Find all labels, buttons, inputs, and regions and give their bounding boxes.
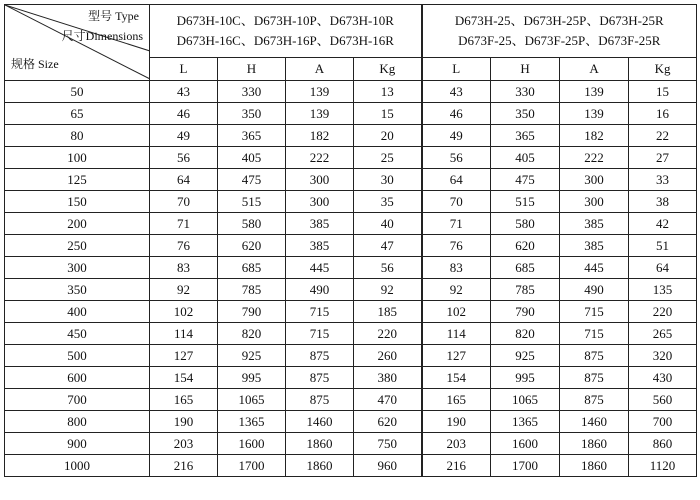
value-cell: 216 [422,455,491,477]
value-cell: 102 [422,301,491,323]
value-cell: 875 [560,367,629,389]
value-cell: 154 [422,367,491,389]
value-cell: 139 [560,103,629,125]
size-cell: 150 [5,191,150,213]
value-cell: 49 [422,125,491,147]
value-cell: 92 [150,279,218,301]
value-cell: 265 [629,323,697,345]
size-cell: 700 [5,389,150,411]
value-cell: 700 [629,411,697,433]
value-cell: 1600 [218,433,286,455]
value-cell: 995 [218,367,286,389]
value-cell: 203 [150,433,218,455]
table-row [5,323,697,345]
value-cell: 1860 [560,433,629,455]
value-cell: 580 [218,213,286,235]
value-cell: 790 [491,301,560,323]
table-row [5,367,697,389]
value-cell: 490 [286,279,354,301]
size-label: 规格 Size [11,57,59,71]
value-cell: 203 [422,433,491,455]
size-cell: 500 [5,345,150,367]
value-cell: 1860 [286,433,354,455]
size-cell: 450 [5,323,150,345]
column-header-a: A [560,58,629,81]
column-header-kg: Kg [354,58,422,81]
table-row [5,125,697,147]
size-cell: 900 [5,433,150,455]
value-cell: 220 [354,323,422,345]
value-cell: 350 [218,103,286,125]
value-cell: 27 [629,147,697,169]
value-cell: 875 [560,345,629,367]
table-row [5,279,697,301]
value-cell: 515 [491,191,560,213]
model-group-1-line1: D673H-10C、D673H-10P、D673H-10R [176,13,394,28]
value-cell: 190 [150,411,218,433]
value-cell: 320 [629,345,697,367]
value-cell: 470 [354,389,422,411]
value-cell: 222 [286,147,354,169]
table-row [5,147,697,169]
value-cell: 22 [629,125,697,147]
value-cell: 25 [354,147,422,169]
value-cell: 165 [422,389,491,411]
table-row [5,301,697,323]
value-cell: 114 [150,323,218,345]
value-cell: 1860 [560,455,629,477]
value-cell: 139 [286,103,354,125]
type-label: 型号 Type [88,9,139,23]
value-cell: 127 [422,345,491,367]
value-cell: 15 [629,81,697,103]
table-row [5,213,697,235]
value-cell: 820 [218,323,286,345]
value-cell: 560 [629,389,697,411]
value-cell: 580 [491,213,560,235]
value-cell: 750 [354,433,422,455]
value-cell: 515 [218,191,286,213]
value-cell: 445 [560,257,629,279]
value-cell: 40 [354,213,422,235]
value-cell: 43 [150,81,218,103]
value-cell: 860 [629,433,697,455]
value-cell: 380 [354,367,422,389]
table-row [5,433,697,455]
value-cell: 475 [218,169,286,191]
value-cell: 71 [422,213,491,235]
table-row [5,257,697,279]
value-cell: 49 [150,125,218,147]
value-cell: 64 [629,257,697,279]
value-cell: 490 [560,279,629,301]
value-cell: 220 [629,301,697,323]
model-group-1-header [150,5,422,58]
value-cell: 185 [354,301,422,323]
corner-header-cell [5,5,150,81]
value-cell: 182 [560,125,629,147]
value-cell: 365 [218,125,286,147]
dimensions-label: 尺寸Dimensions [61,29,143,43]
value-cell: 330 [491,81,560,103]
value-cell: 715 [286,323,354,345]
column-header-l: L [422,58,491,81]
value-cell: 1120 [629,455,697,477]
table-row [5,103,697,125]
size-cell: 200 [5,213,150,235]
value-cell: 300 [560,169,629,191]
value-cell: 715 [560,301,629,323]
value-cell: 995 [491,367,560,389]
value-cell: 71 [150,213,218,235]
value-cell: 1460 [286,411,354,433]
value-cell: 385 [560,235,629,257]
table-row [5,191,697,213]
size-cell: 400 [5,301,150,323]
size-cell: 350 [5,279,150,301]
value-cell: 64 [150,169,218,191]
value-cell: 300 [286,169,354,191]
value-cell: 875 [560,389,629,411]
value-cell: 620 [354,411,422,433]
dimensions-table [4,4,697,477]
value-cell: 135 [629,279,697,301]
size-cell: 100 [5,147,150,169]
table-row [5,345,697,367]
value-cell: 620 [491,235,560,257]
value-cell: 35 [354,191,422,213]
model-group-1-line2: D673H-16C、D673H-16P、D673H-16R [176,33,394,48]
value-cell: 925 [491,345,560,367]
spec-table-container [4,4,696,477]
value-cell: 154 [150,367,218,389]
table-row [5,235,697,257]
table-row [5,81,697,103]
value-cell: 92 [354,279,422,301]
size-cell: 80 [5,125,150,147]
value-cell: 20 [354,125,422,147]
value-cell: 47 [354,235,422,257]
table-row [5,389,697,411]
size-cell: 125 [5,169,150,191]
value-cell: 42 [629,213,697,235]
value-cell: 38 [629,191,697,213]
value-cell: 15 [354,103,422,125]
value-cell: 46 [150,103,218,125]
table-row [5,411,697,433]
value-cell: 139 [286,81,354,103]
size-cell: 300 [5,257,150,279]
value-cell: 1365 [491,411,560,433]
model-group-2-line2: D673F-25、D673F-25P、D673F-25R [458,33,661,48]
size-cell: 50 [5,81,150,103]
value-cell: 1365 [218,411,286,433]
value-cell: 127 [150,345,218,367]
value-cell: 182 [286,125,354,147]
value-cell: 30 [354,169,422,191]
value-cell: 165 [150,389,218,411]
value-cell: 445 [286,257,354,279]
value-cell: 300 [286,191,354,213]
value-cell: 875 [286,345,354,367]
size-cell: 600 [5,367,150,389]
model-group-2-header [422,5,697,58]
value-cell: 430 [629,367,697,389]
value-cell: 70 [150,191,218,213]
value-cell: 64 [422,169,491,191]
value-cell: 260 [354,345,422,367]
value-cell: 785 [218,279,286,301]
value-cell: 56 [422,147,491,169]
value-cell: 92 [422,279,491,301]
value-cell: 925 [218,345,286,367]
value-cell: 43 [422,81,491,103]
value-cell: 300 [560,191,629,213]
value-cell: 102 [150,301,218,323]
value-cell: 820 [491,323,560,345]
value-cell: 330 [218,81,286,103]
value-cell: 1860 [286,455,354,477]
value-cell: 1700 [491,455,560,477]
value-cell: 1065 [491,389,560,411]
value-cell: 51 [629,235,697,257]
value-cell: 114 [422,323,491,345]
value-cell: 620 [218,235,286,257]
value-cell: 385 [286,235,354,257]
value-cell: 385 [560,213,629,235]
column-header-h: H [491,58,560,81]
value-cell: 385 [286,213,354,235]
value-cell: 405 [491,147,560,169]
value-cell: 1700 [218,455,286,477]
value-cell: 70 [422,191,491,213]
value-cell: 960 [354,455,422,477]
value-cell: 56 [354,257,422,279]
size-cell: 250 [5,235,150,257]
table-row [5,169,697,191]
value-cell: 1600 [491,433,560,455]
column-header-h: H [218,58,286,81]
value-cell: 715 [286,301,354,323]
value-cell: 16 [629,103,697,125]
value-cell: 875 [286,367,354,389]
value-cell: 875 [286,389,354,411]
value-cell: 685 [491,257,560,279]
value-cell: 1460 [560,411,629,433]
value-cell: 46 [422,103,491,125]
value-cell: 76 [422,235,491,257]
value-cell: 76 [150,235,218,257]
value-cell: 715 [560,323,629,345]
model-group-2-line1: D673H-25、D673H-25P、D673H-25R [454,13,664,28]
value-cell: 83 [422,257,491,279]
value-cell: 139 [560,81,629,103]
table-body [5,81,697,477]
value-cell: 83 [150,257,218,279]
value-cell: 56 [150,147,218,169]
value-cell: 222 [560,147,629,169]
size-cell: 65 [5,103,150,125]
value-cell: 190 [422,411,491,433]
size-cell: 1000 [5,455,150,477]
value-cell: 790 [218,301,286,323]
value-cell: 785 [491,279,560,301]
column-header-a: A [286,58,354,81]
value-cell: 350 [491,103,560,125]
column-header-kg: Kg [629,58,697,81]
value-cell: 33 [629,169,697,191]
value-cell: 365 [491,125,560,147]
value-cell: 216 [150,455,218,477]
value-cell: 13 [354,81,422,103]
value-cell: 685 [218,257,286,279]
size-cell: 800 [5,411,150,433]
column-header-l: L [150,58,218,81]
table-row [5,455,697,477]
value-cell: 405 [218,147,286,169]
value-cell: 1065 [218,389,286,411]
value-cell: 475 [491,169,560,191]
